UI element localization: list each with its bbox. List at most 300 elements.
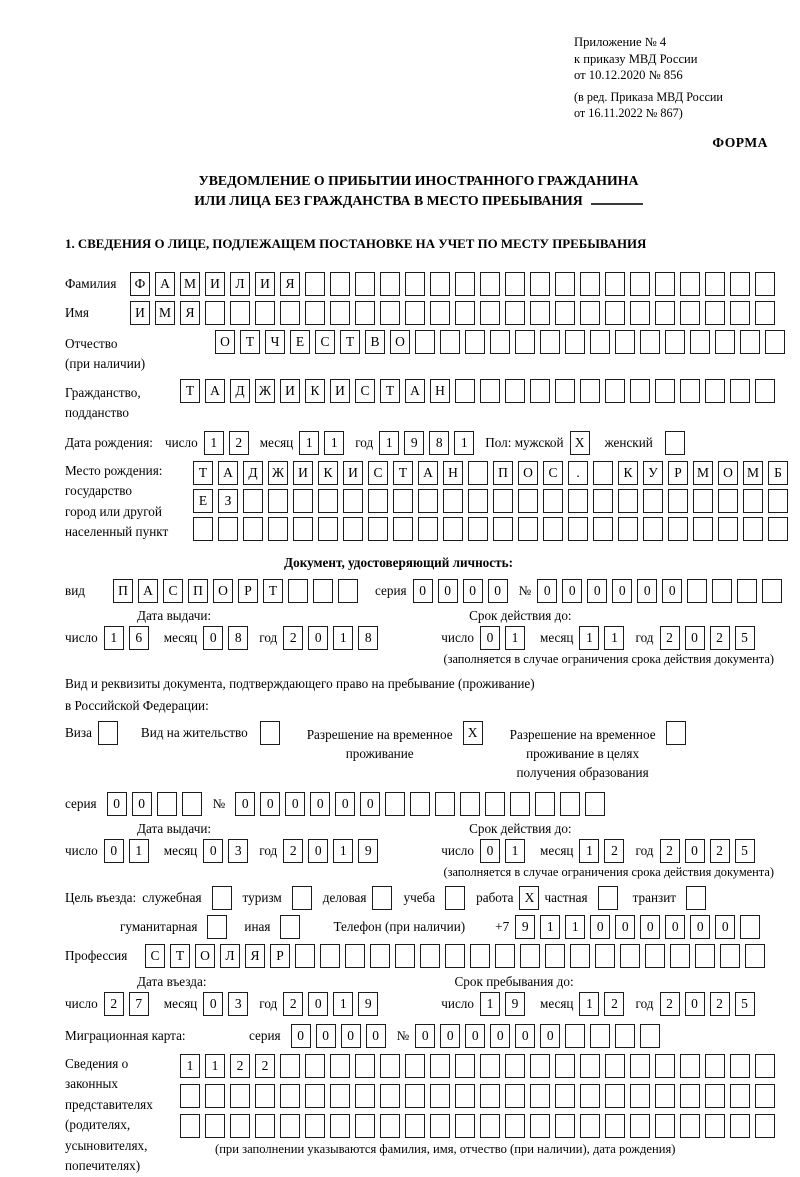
char-box[interactable]: 0	[291, 1024, 311, 1048]
char-box[interactable]	[380, 272, 400, 296]
char-box[interactable]: 6	[129, 626, 149, 650]
char-box[interactable]	[212, 886, 232, 910]
char-box[interactable]	[98, 721, 118, 745]
char-box[interactable]: Л	[230, 272, 250, 296]
char-box[interactable]	[530, 301, 550, 325]
char-box[interactable]	[668, 517, 688, 541]
char-box[interactable]: О	[195, 944, 215, 968]
char-box[interactable]	[313, 579, 333, 603]
char-box[interactable]: 1	[540, 915, 560, 939]
char-box[interactable]	[705, 379, 725, 403]
char-box[interactable]	[480, 301, 500, 325]
char-box[interactable]: И	[205, 272, 225, 296]
char-box[interactable]	[515, 330, 535, 354]
char-box[interactable]	[570, 944, 590, 968]
char-box[interactable]	[480, 1084, 500, 1108]
char-box[interactable]: 2	[604, 839, 624, 863]
char-box[interactable]	[720, 944, 740, 968]
char-box[interactable]: 0	[515, 1024, 535, 1048]
char-box[interactable]	[370, 944, 390, 968]
char-box[interactable]	[205, 301, 225, 325]
char-box[interactable]	[280, 301, 300, 325]
char-box[interactable]: 0	[665, 915, 685, 939]
char-box[interactable]	[686, 886, 706, 910]
char-box[interactable]	[630, 272, 650, 296]
char-box[interactable]	[580, 1114, 600, 1138]
char-box[interactable]: А	[205, 379, 225, 403]
char-box[interactable]	[455, 1054, 475, 1078]
char-box[interactable]: 5	[735, 839, 755, 863]
char-box[interactable]	[555, 1054, 575, 1078]
char-box[interactable]: 2	[660, 626, 680, 650]
char-box[interactable]	[505, 1114, 525, 1138]
char-box[interactable]: 1	[180, 1054, 200, 1078]
char-box[interactable]: К	[318, 461, 338, 485]
char-box[interactable]	[418, 517, 438, 541]
char-box[interactable]	[590, 330, 610, 354]
char-box[interactable]	[280, 1084, 300, 1108]
char-box[interactable]	[410, 792, 430, 816]
char-box[interactable]	[355, 1084, 375, 1108]
char-box[interactable]	[395, 944, 415, 968]
char-box[interactable]	[518, 517, 538, 541]
char-box[interactable]: 1	[104, 626, 124, 650]
char-box[interactable]	[330, 272, 350, 296]
char-box[interactable]	[745, 944, 765, 968]
char-box[interactable]	[468, 489, 488, 513]
char-box[interactable]	[465, 330, 485, 354]
char-box[interactable]: К	[305, 379, 325, 403]
char-box[interactable]	[480, 1114, 500, 1138]
char-box[interactable]: 2	[660, 839, 680, 863]
char-box[interactable]: 2	[660, 992, 680, 1016]
char-box[interactable]	[540, 330, 560, 354]
char-box[interactable]: Д	[230, 379, 250, 403]
char-box[interactable]: С	[315, 330, 335, 354]
char-box[interactable]	[743, 517, 763, 541]
char-box[interactable]: 0	[438, 579, 458, 603]
char-box[interactable]: 0	[440, 1024, 460, 1048]
char-box[interactable]	[670, 944, 690, 968]
char-box[interactable]	[207, 915, 227, 939]
char-box[interactable]	[718, 489, 738, 513]
char-box[interactable]	[255, 301, 275, 325]
char-box[interactable]: 0	[490, 1024, 510, 1048]
char-box[interactable]	[415, 330, 435, 354]
char-box[interactable]: 1	[333, 839, 353, 863]
char-box[interactable]: 2	[283, 839, 303, 863]
char-box[interactable]	[255, 1114, 275, 1138]
char-box[interactable]	[690, 330, 710, 354]
char-box[interactable]: 0	[587, 579, 607, 603]
char-box[interactable]	[665, 330, 685, 354]
char-box[interactable]	[640, 330, 660, 354]
char-box[interactable]	[740, 915, 760, 939]
char-box[interactable]: 2	[604, 992, 624, 1016]
char-box[interactable]	[485, 792, 505, 816]
char-box[interactable]	[737, 579, 757, 603]
char-box[interactable]	[205, 1084, 225, 1108]
char-box[interactable]: Е	[193, 489, 213, 513]
char-box[interactable]	[590, 1024, 610, 1048]
char-box[interactable]	[330, 301, 350, 325]
char-box[interactable]	[630, 379, 650, 403]
char-box[interactable]: 1	[579, 839, 599, 863]
char-box[interactable]: 0	[480, 626, 500, 650]
char-box[interactable]: 0	[235, 792, 255, 816]
char-box[interactable]: 2	[229, 431, 249, 455]
char-box[interactable]	[593, 489, 613, 513]
char-box[interactable]	[493, 517, 513, 541]
char-box[interactable]: А	[418, 461, 438, 485]
char-box[interactable]: 3	[228, 992, 248, 1016]
char-box[interactable]	[730, 1114, 750, 1138]
char-box[interactable]	[260, 721, 280, 745]
char-box[interactable]	[430, 1054, 450, 1078]
char-box[interactable]	[530, 379, 550, 403]
char-box[interactable]	[768, 489, 788, 513]
char-box[interactable]	[430, 301, 450, 325]
char-box[interactable]	[193, 517, 213, 541]
char-box[interactable]: О	[390, 330, 410, 354]
char-box[interactable]	[593, 461, 613, 485]
char-box[interactable]	[755, 272, 775, 296]
char-box[interactable]	[393, 517, 413, 541]
char-box[interactable]	[505, 1054, 525, 1078]
char-box[interactable]	[705, 301, 725, 325]
char-box[interactable]: С	[543, 461, 563, 485]
char-box[interactable]	[455, 1084, 475, 1108]
char-box[interactable]	[762, 579, 782, 603]
char-box[interactable]	[430, 1084, 450, 1108]
char-box[interactable]: 9	[358, 992, 378, 1016]
char-box[interactable]: 0	[413, 579, 433, 603]
char-box[interactable]	[305, 1054, 325, 1078]
char-box[interactable]: X	[519, 886, 539, 910]
char-box[interactable]: 0	[203, 626, 223, 650]
char-box[interactable]: М	[743, 461, 763, 485]
char-box[interactable]	[655, 1054, 675, 1078]
char-box[interactable]	[755, 1114, 775, 1138]
char-box[interactable]	[730, 379, 750, 403]
char-box[interactable]: 1	[505, 626, 525, 650]
char-box[interactable]	[293, 517, 313, 541]
char-box[interactable]: 0	[415, 1024, 435, 1048]
char-box[interactable]: 1	[505, 839, 525, 863]
char-box[interactable]	[618, 517, 638, 541]
char-box[interactable]: 8	[429, 431, 449, 455]
char-box[interactable]: Т	[263, 579, 283, 603]
char-box[interactable]	[305, 301, 325, 325]
char-box[interactable]	[288, 579, 308, 603]
char-box[interactable]: А	[155, 272, 175, 296]
char-box[interactable]: 0	[537, 579, 557, 603]
char-box[interactable]: Т	[340, 330, 360, 354]
char-box[interactable]: 7	[129, 992, 149, 1016]
char-box[interactable]: Ф	[130, 272, 150, 296]
char-box[interactable]: 2	[255, 1054, 275, 1078]
char-box[interactable]: 0	[480, 839, 500, 863]
char-box[interactable]	[343, 517, 363, 541]
char-box[interactable]: 2	[104, 992, 124, 1016]
char-box[interactable]	[630, 1054, 650, 1078]
char-box[interactable]	[157, 792, 177, 816]
char-box[interactable]	[393, 489, 413, 513]
char-box[interactable]: В	[365, 330, 385, 354]
char-box[interactable]	[293, 489, 313, 513]
char-box[interactable]: 1	[604, 626, 624, 650]
char-box[interactable]: П	[188, 579, 208, 603]
char-box[interactable]: Н	[443, 461, 463, 485]
char-box[interactable]	[630, 301, 650, 325]
char-box[interactable]	[345, 944, 365, 968]
char-box[interactable]: 0	[612, 579, 632, 603]
char-box[interactable]: 9	[515, 915, 535, 939]
char-box[interactable]	[372, 886, 392, 910]
char-box[interactable]	[268, 517, 288, 541]
char-box[interactable]: 3	[228, 839, 248, 863]
char-box[interactable]	[495, 944, 515, 968]
char-box[interactable]: И	[330, 379, 350, 403]
char-box[interactable]: 0	[132, 792, 152, 816]
char-box[interactable]	[505, 1084, 525, 1108]
char-box[interactable]	[560, 792, 580, 816]
char-box[interactable]	[305, 272, 325, 296]
char-box[interactable]	[460, 792, 480, 816]
char-box[interactable]	[755, 1084, 775, 1108]
char-box[interactable]	[445, 886, 465, 910]
char-box[interactable]	[280, 1054, 300, 1078]
char-box[interactable]	[368, 517, 388, 541]
char-box[interactable]	[680, 1114, 700, 1138]
char-box[interactable]	[480, 272, 500, 296]
char-box[interactable]: 0	[685, 839, 705, 863]
char-box[interactable]: О	[215, 330, 235, 354]
char-box[interactable]	[505, 272, 525, 296]
char-box[interactable]	[405, 1054, 425, 1078]
char-box[interactable]	[330, 1084, 350, 1108]
char-box[interactable]	[218, 517, 238, 541]
char-box[interactable]	[435, 792, 455, 816]
char-box[interactable]	[695, 944, 715, 968]
char-box[interactable]	[420, 944, 440, 968]
char-box[interactable]: 0	[465, 1024, 485, 1048]
char-box[interactable]	[643, 517, 663, 541]
char-box[interactable]: 1	[299, 431, 319, 455]
char-box[interactable]	[280, 1114, 300, 1138]
char-box[interactable]: З	[218, 489, 238, 513]
char-box[interactable]	[755, 379, 775, 403]
char-box[interactable]	[355, 1054, 375, 1078]
char-box[interactable]	[655, 1114, 675, 1138]
char-box[interactable]: Т	[380, 379, 400, 403]
char-box[interactable]	[705, 1084, 725, 1108]
char-box[interactable]: X	[463, 721, 483, 745]
char-box[interactable]	[645, 944, 665, 968]
char-box[interactable]	[595, 944, 615, 968]
char-box[interactable]	[618, 489, 638, 513]
char-box[interactable]	[568, 489, 588, 513]
char-box[interactable]	[680, 272, 700, 296]
char-box[interactable]	[655, 379, 675, 403]
char-box[interactable]	[605, 1114, 625, 1138]
char-box[interactable]	[545, 944, 565, 968]
char-box[interactable]	[443, 489, 463, 513]
char-box[interactable]: 1	[579, 992, 599, 1016]
char-box[interactable]	[615, 1024, 635, 1048]
char-box[interactable]: 0	[615, 915, 635, 939]
char-box[interactable]	[730, 1084, 750, 1108]
char-box[interactable]: 1	[454, 431, 474, 455]
char-box[interactable]	[530, 1054, 550, 1078]
char-box[interactable]: 0	[285, 792, 305, 816]
char-box[interactable]	[655, 1084, 675, 1108]
char-box[interactable]	[205, 1114, 225, 1138]
char-box[interactable]: 0	[540, 1024, 560, 1048]
char-box[interactable]	[565, 330, 585, 354]
char-box[interactable]: М	[180, 272, 200, 296]
char-box[interactable]: С	[355, 379, 375, 403]
char-box[interactable]: И	[255, 272, 275, 296]
char-box[interactable]: 0	[662, 579, 682, 603]
char-box[interactable]: 8	[358, 626, 378, 650]
char-box[interactable]: 9	[404, 431, 424, 455]
char-box[interactable]	[580, 1084, 600, 1108]
char-box[interactable]	[518, 489, 538, 513]
char-box[interactable]: 0	[203, 992, 223, 1016]
char-box[interactable]: 0	[463, 579, 483, 603]
char-box[interactable]: П	[113, 579, 133, 603]
char-box[interactable]: 1	[480, 992, 500, 1016]
char-box[interactable]	[580, 272, 600, 296]
char-box[interactable]	[455, 301, 475, 325]
char-box[interactable]	[243, 489, 263, 513]
char-box[interactable]	[180, 1114, 200, 1138]
char-box[interactable]: .	[568, 461, 588, 485]
char-box[interactable]	[740, 330, 760, 354]
char-box[interactable]	[666, 721, 686, 745]
char-box[interactable]: Я	[180, 301, 200, 325]
char-box[interactable]	[598, 886, 618, 910]
char-box[interactable]	[305, 1084, 325, 1108]
char-box[interactable]	[480, 1054, 500, 1078]
char-box[interactable]	[555, 1114, 575, 1138]
char-box[interactable]: С	[163, 579, 183, 603]
char-box[interactable]	[430, 272, 450, 296]
char-box[interactable]	[768, 517, 788, 541]
char-box[interactable]: П	[493, 461, 513, 485]
char-box[interactable]	[445, 944, 465, 968]
char-box[interactable]: Ч	[265, 330, 285, 354]
char-box[interactable]	[620, 944, 640, 968]
char-box[interactable]: 0	[260, 792, 280, 816]
char-box[interactable]	[320, 944, 340, 968]
char-box[interactable]: Ж	[255, 379, 275, 403]
char-box[interactable]: Т	[170, 944, 190, 968]
char-box[interactable]	[230, 1114, 250, 1138]
char-box[interactable]	[615, 330, 635, 354]
char-box[interactable]	[680, 301, 700, 325]
char-box[interactable]	[680, 379, 700, 403]
char-box[interactable]	[743, 489, 763, 513]
char-box[interactable]	[630, 1114, 650, 1138]
char-box[interactable]: М	[693, 461, 713, 485]
char-box[interactable]	[755, 301, 775, 325]
char-box[interactable]	[593, 517, 613, 541]
char-box[interactable]	[765, 330, 785, 354]
char-box[interactable]: Н	[430, 379, 450, 403]
char-box[interactable]	[530, 1114, 550, 1138]
char-box[interactable]: 8	[228, 626, 248, 650]
char-box[interactable]	[268, 489, 288, 513]
char-box[interactable]: Б	[768, 461, 788, 485]
char-box[interactable]	[630, 1084, 650, 1108]
char-box[interactable]: 0	[107, 792, 127, 816]
char-box[interactable]: 5	[735, 992, 755, 1016]
char-box[interactable]	[292, 886, 312, 910]
char-box[interactable]: Т	[193, 461, 213, 485]
char-box[interactable]: X	[570, 431, 590, 455]
char-box[interactable]: Я	[245, 944, 265, 968]
char-box[interactable]	[330, 1114, 350, 1138]
char-box[interactable]	[405, 272, 425, 296]
char-box[interactable]	[182, 792, 202, 816]
char-box[interactable]	[730, 272, 750, 296]
char-box[interactable]	[705, 1114, 725, 1138]
char-box[interactable]	[535, 792, 555, 816]
char-box[interactable]: 9	[358, 839, 378, 863]
char-box[interactable]	[555, 1084, 575, 1108]
char-box[interactable]: А	[218, 461, 238, 485]
char-box[interactable]: Т	[240, 330, 260, 354]
char-box[interactable]	[730, 301, 750, 325]
char-box[interactable]: 2	[283, 626, 303, 650]
char-box[interactable]	[318, 517, 338, 541]
char-box[interactable]: 0	[104, 839, 124, 863]
char-box[interactable]: О	[718, 461, 738, 485]
char-box[interactable]	[255, 1084, 275, 1108]
char-box[interactable]: 0	[335, 792, 355, 816]
char-box[interactable]	[605, 301, 625, 325]
char-box[interactable]	[470, 944, 490, 968]
char-box[interactable]	[295, 944, 315, 968]
char-box[interactable]: А	[138, 579, 158, 603]
char-box[interactable]	[730, 1054, 750, 1078]
char-box[interactable]: 0	[308, 626, 328, 650]
char-box[interactable]: Р	[238, 579, 258, 603]
char-box[interactable]: Я	[280, 272, 300, 296]
char-box[interactable]: О	[518, 461, 538, 485]
char-box[interactable]: 2	[230, 1054, 250, 1078]
char-box[interactable]	[715, 330, 735, 354]
char-box[interactable]	[585, 792, 605, 816]
char-box[interactable]: Е	[290, 330, 310, 354]
char-box[interactable]	[355, 272, 375, 296]
char-box[interactable]: 0	[360, 792, 380, 816]
char-box[interactable]: С	[368, 461, 388, 485]
char-box[interactable]	[510, 792, 530, 816]
char-box[interactable]	[380, 301, 400, 325]
char-box[interactable]: 0	[590, 915, 610, 939]
char-box[interactable]	[580, 1054, 600, 1078]
char-box[interactable]: Т	[180, 379, 200, 403]
char-box[interactable]	[543, 489, 563, 513]
char-box[interactable]: 0	[715, 915, 735, 939]
char-box[interactable]: А	[405, 379, 425, 403]
char-box[interactable]	[440, 330, 460, 354]
char-box[interactable]	[580, 301, 600, 325]
char-box[interactable]	[455, 379, 475, 403]
